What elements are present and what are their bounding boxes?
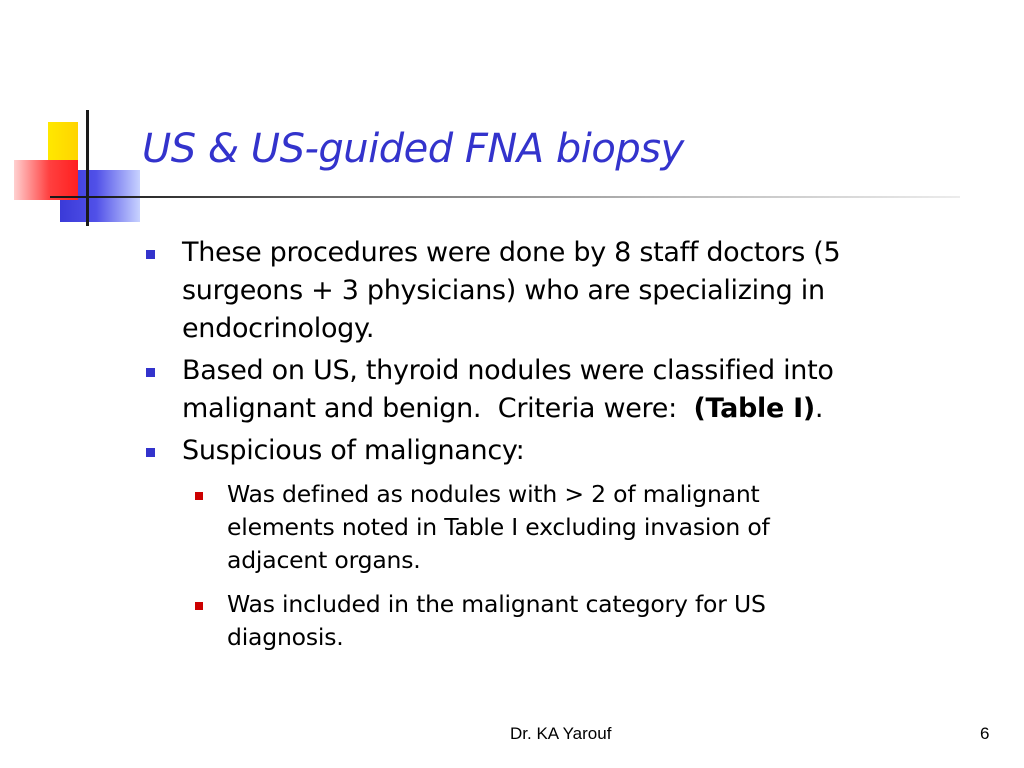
sub-bullet-line: diagnosis.: [227, 623, 344, 651]
square-bullet-icon: [146, 448, 155, 457]
sub-bullet-line: Was defined as nodules with > 2 of malignant: [227, 480, 760, 508]
sub-bullet-line: Was included in the malignant category for US: [227, 590, 766, 618]
title-underline-rule: [50, 196, 960, 198]
bullet-item: [182, 352, 962, 428]
slide-title: US & US-guided FNA biopsy: [142, 126, 684, 172]
square-sub-bullet-icon: [195, 492, 203, 500]
bullet-line: Based on US, thyroid nodules were classified into: [182, 355, 834, 386]
square-bullet-icon: [146, 250, 155, 259]
sub-bullet-line: elements noted in Table I excluding invasion of: [227, 513, 770, 541]
bullet-line: Suspicious of malignancy:: [182, 435, 525, 466]
square-sub-bullet-icon: [195, 602, 203, 610]
sub-bullet-line: adjacent organs.: [227, 546, 421, 574]
square-bullet-icon: [146, 368, 155, 377]
bullet-line: endocrinology.: [182, 313, 375, 344]
sub-bullet-item: [227, 588, 927, 654]
page-number: 6: [980, 724, 990, 743]
red-square-decoration: [14, 160, 78, 200]
table-reference: (Table I): [693, 393, 815, 424]
vertical-rule: [86, 110, 89, 226]
bullet-line: [182, 390, 962, 428]
bullet-line: These procedures were done by 8 staff doctors (5: [182, 237, 841, 268]
bullet-line: surgeons + 3 physicians) who are specializing in: [182, 275, 825, 306]
footer-author: Dr. KA Yarouf: [510, 724, 612, 743]
sub-bullet-item: [227, 478, 927, 577]
bullet-text: malignant and benign. Criteria were:: [182, 393, 694, 424]
bullet-item: [182, 432, 962, 470]
bullet-text: .: [814, 393, 824, 424]
bullet-item: [182, 234, 962, 348]
